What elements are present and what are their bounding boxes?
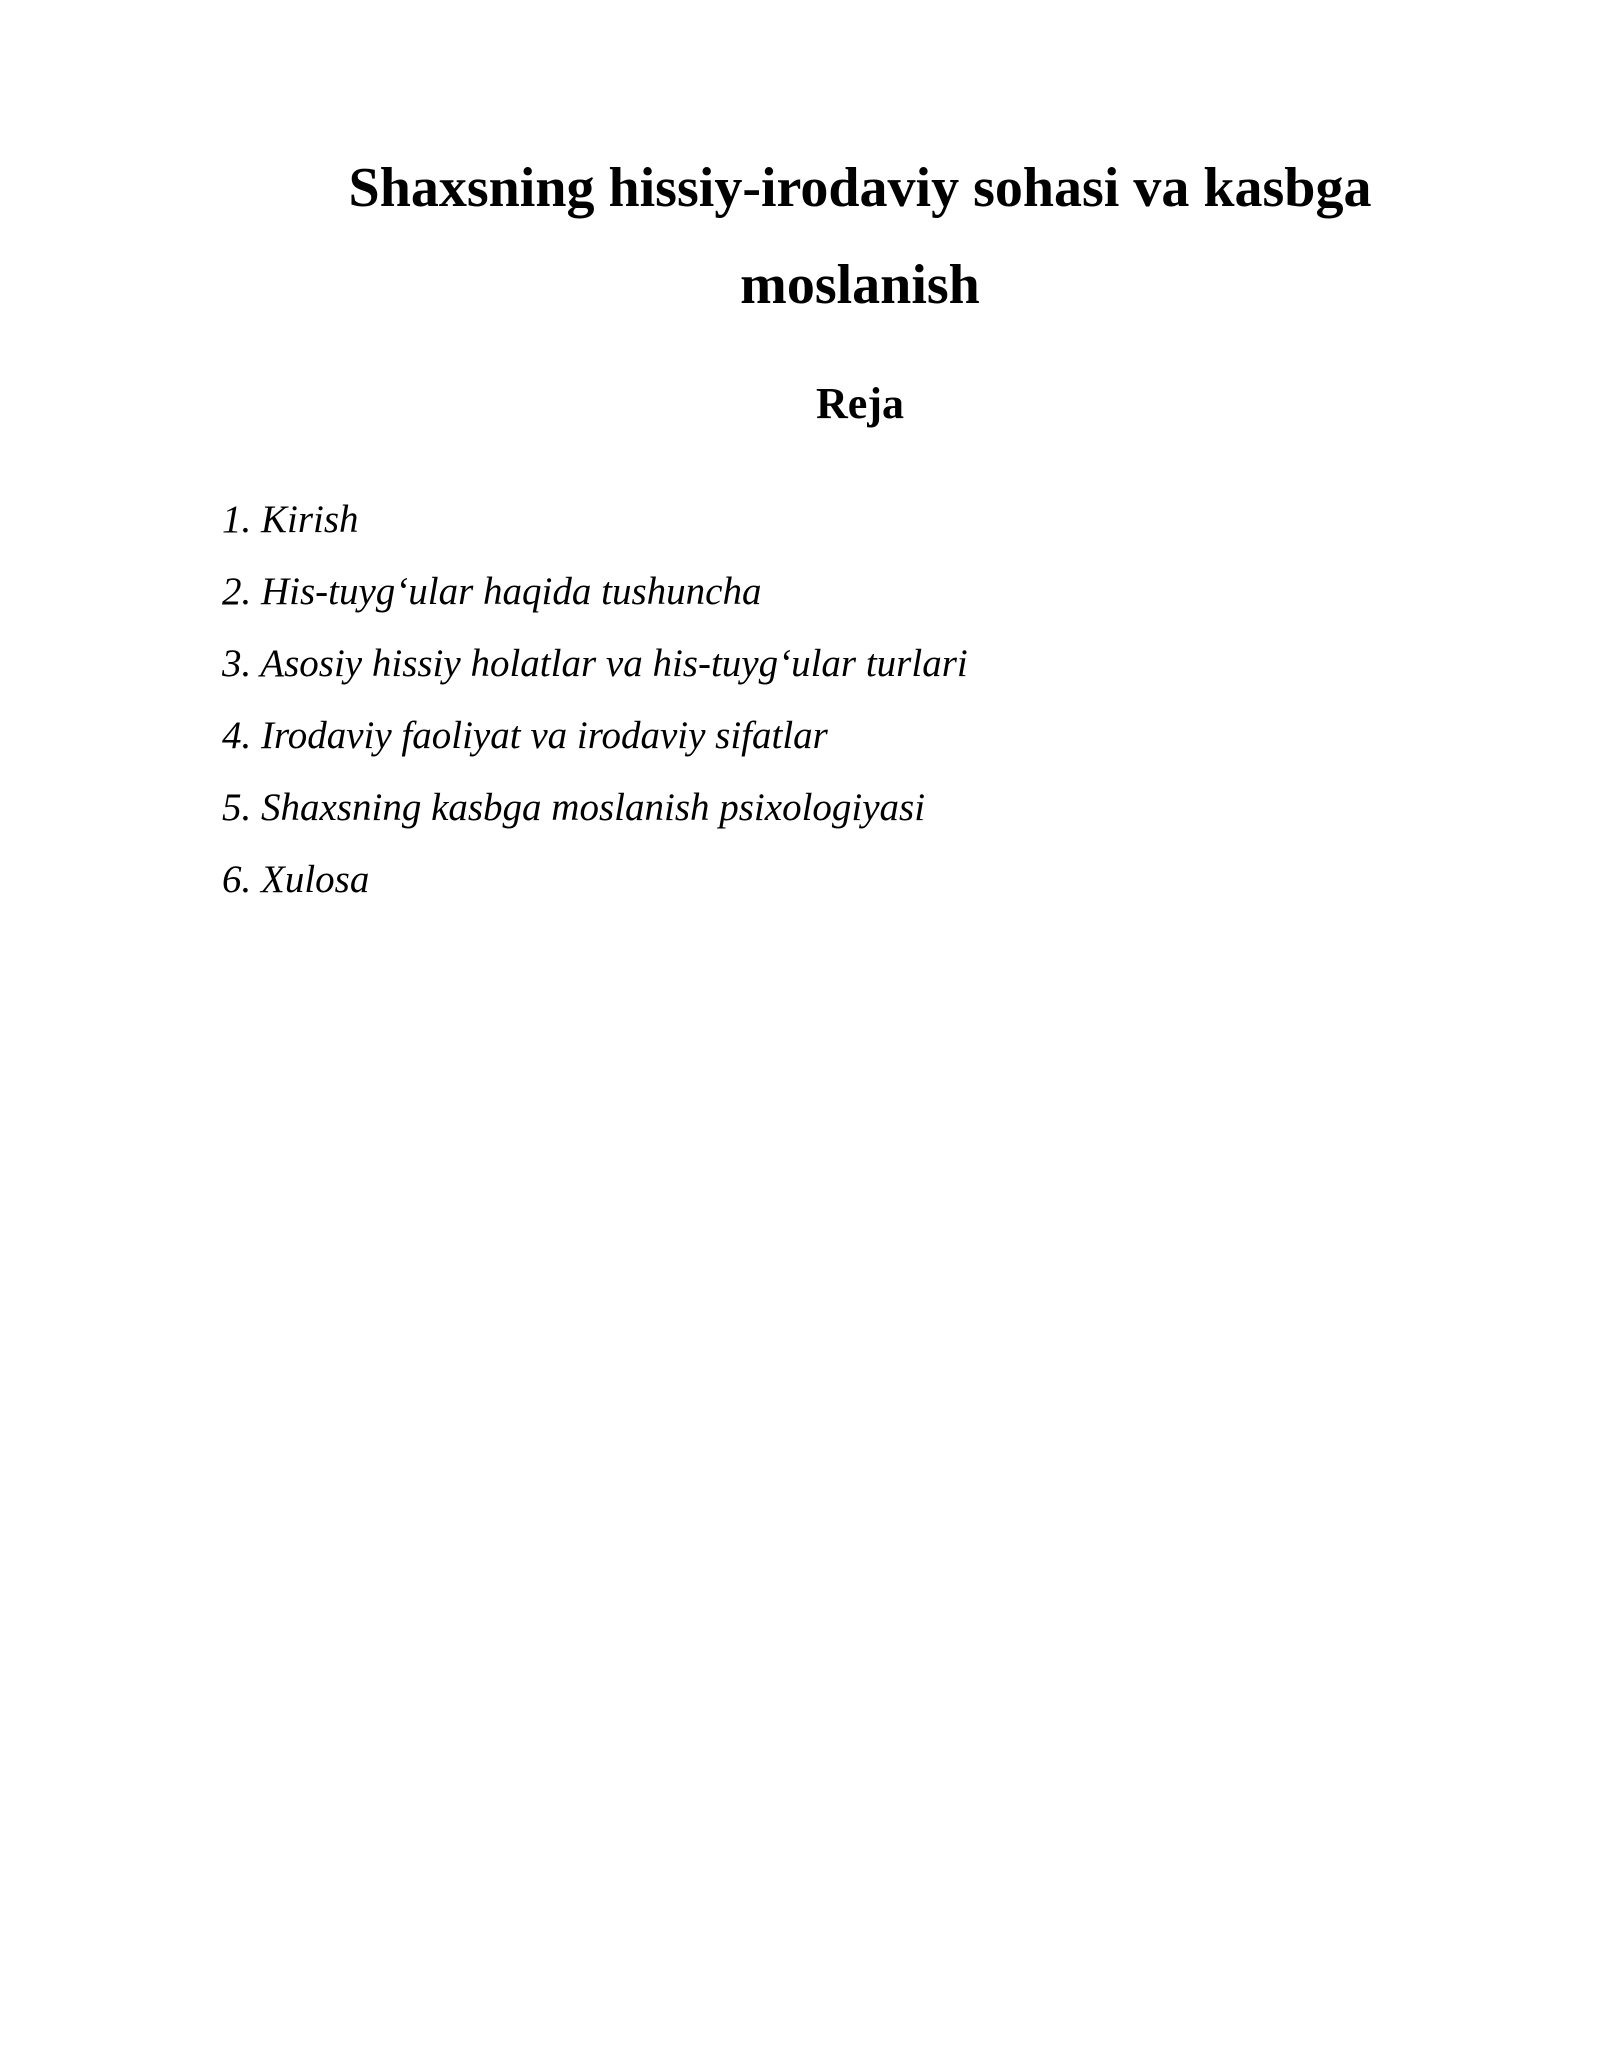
plan-item-5: 5. Shaxsning kasbga moslanish psixologiyasi [222, 786, 926, 829]
plan-item-6: 6. Xulosa [222, 858, 370, 901]
plan-list [222, 484, 968, 916]
plan-item-2: 2. His-tuyg‘ular haqida tushuncha [222, 570, 762, 613]
document-title-line-1: Shaxsning hissiy-irodaviy sohasi va kasbga [348, 157, 1372, 219]
plan-item-4: 4. Irodaviy faoliyat va irodaviy sifatlar [222, 714, 828, 757]
plan-heading: Reja [816, 379, 904, 428]
document-title [300, 140, 1420, 334]
document-title-line-2: moslanish [740, 254, 980, 316]
plan-item-1: 1. Kirish [222, 498, 359, 541]
plan-item-3: 3. Asosiy hissiy holatlar va his-tuyg‘ular turlari [222, 642, 968, 685]
